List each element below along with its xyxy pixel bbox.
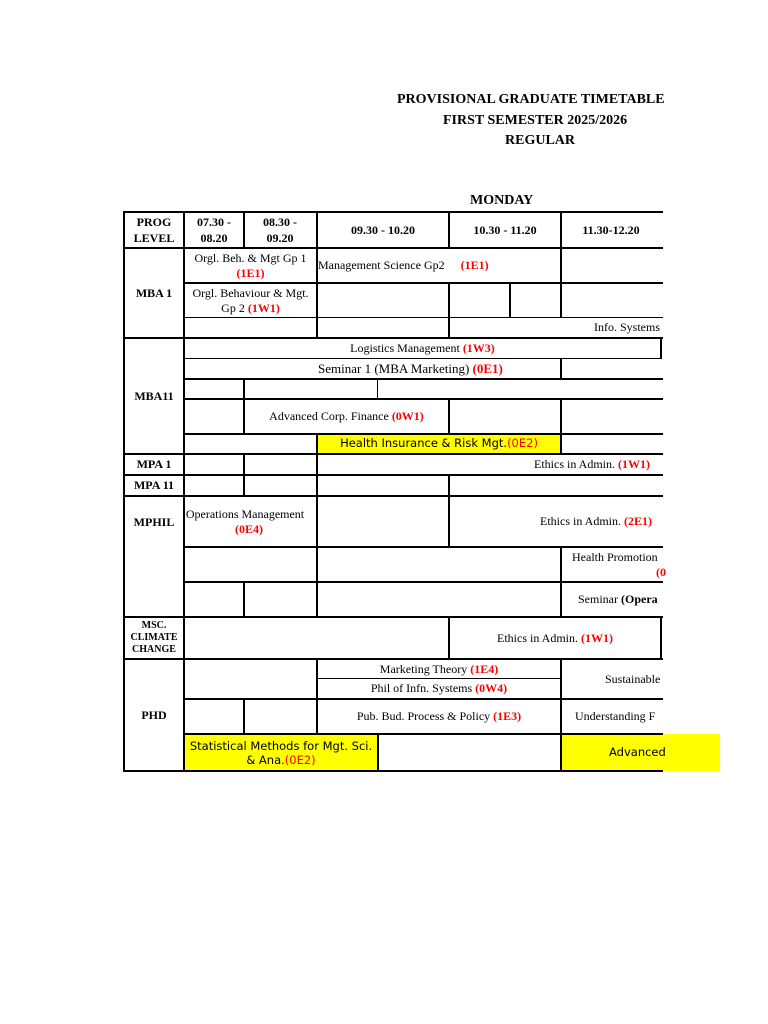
phd-phil-infn <box>318 679 560 698</box>
phd-stat-methods <box>187 735 375 770</box>
col-time-0830: 08.30 - 09.20 <box>263 215 297 245</box>
room-code: (0E4) <box>235 521 263 536</box>
room-code: (0W1) <box>391 409 424 423</box>
mba1-orgl-gp2 <box>185 284 316 317</box>
course-name: Management Science Gp2 <box>318 258 445 272</box>
course-name: Health Insurance & Risk Mgt. <box>340 436 508 450</box>
col-time-1130: 11.30-12.20 <box>582 222 640 237</box>
course-name: Ethics in Admin. <box>497 630 578 645</box>
mba11-seminar <box>318 359 560 378</box>
course-name: Statistical Methods for Mgt. Sci. & Ana. <box>189 738 373 767</box>
mpa1-ethics <box>450 455 660 474</box>
mphil-seminar <box>578 583 698 616</box>
course-name: Logistics Management <box>350 341 460 355</box>
mphil-operations <box>185 497 316 546</box>
room-code: (0 <box>656 564 666 579</box>
mphil-health-promotion <box>572 548 692 581</box>
course-name: Operations Management <box>185 506 305 521</box>
mba1-mgmt-science <box>318 249 560 282</box>
mphil-ethics <box>450 497 660 546</box>
mba11-corp-finance <box>245 400 448 433</box>
course-name: Ethics in Admin. <box>540 514 621 528</box>
course-name: Ethics in Admin. <box>534 457 615 471</box>
course-name: Orgl. Beh. & Mgt Gp 1 <box>194 250 307 265</box>
col-prog-level: PROG LEVEL <box>133 215 175 245</box>
col-time-0730: 07.30 - 08.20 <box>197 215 231 245</box>
room-code: (1W1) <box>581 630 613 645</box>
room-code: (1E1) <box>460 258 489 272</box>
day-label: MONDAY <box>470 193 534 208</box>
mba11-health-insurance <box>318 434 560 453</box>
course-name: Orgl. Behaviour & Mgt. Gp 2 (1W1) <box>192 285 309 315</box>
course-name: Marketing Theory <box>379 661 468 676</box>
mode-label: REGULAR <box>505 133 576 148</box>
room-code: (0E1) <box>472 361 503 376</box>
col-time-1030: 10.30 - 11.20 <box>473 222 537 237</box>
phd-pub-budget <box>318 700 560 733</box>
mba1-info-systems: Info. Systems <box>594 320 660 334</box>
col-time-0930: 09.30 - 10.20 <box>351 222 415 237</box>
course-detail: (Opera <box>621 592 658 606</box>
phd-marketing-theory <box>318 660 560 678</box>
prog-mpa11: MPA 11 <box>133 478 175 492</box>
room-code: (1E4) <box>470 661 499 676</box>
prog-msc-climate: MSC. CLIMATE CHANGE <box>130 620 178 655</box>
course-name: Advanced Corp. Finance <box>269 409 389 423</box>
room-code: (1W1) <box>618 457 650 471</box>
phd-understanding: Understanding F <box>575 709 656 723</box>
mba11-logistics <box>185 339 660 358</box>
phd-sustainable: Sustainable <box>605 671 661 686</box>
prog-mphil: MPHIL <box>133 514 175 529</box>
room-code: (1E1) <box>236 265 265 280</box>
room-code: (0E2) <box>507 436 538 450</box>
mba1-orgl-gp1 <box>185 249 316 282</box>
prog-mba1: MBA 1 <box>135 285 173 300</box>
course-name: Seminar <box>578 592 618 606</box>
course-name: Seminar 1 (MBA Marketing) <box>318 361 470 376</box>
timetable-title: PROVISIONAL GRADUATE TIMETABLE <box>397 92 665 107</box>
prog-phd: PHD <box>141 707 167 722</box>
room-code: (0E2) <box>284 752 316 767</box>
room-code: (1W3) <box>462 341 495 355</box>
msc-ethics <box>450 618 660 658</box>
semester-label: FIRST SEMESTER 2025/2026 <box>443 113 628 128</box>
course-name: Pub. Bud. Process & Policy <box>356 709 491 723</box>
room-code: (2E1) <box>624 514 652 528</box>
room-code: (1E3) <box>493 709 522 723</box>
prog-mpa1: MPA 1 <box>136 457 172 471</box>
prog-mba11: MBA11 <box>134 388 174 403</box>
room-code: (0W4) <box>475 681 508 695</box>
course-name: Phil of Infn. Systems <box>370 681 473 695</box>
course-name: Health Promotion <box>572 549 658 564</box>
phd-advanced: Advanced <box>609 745 666 759</box>
